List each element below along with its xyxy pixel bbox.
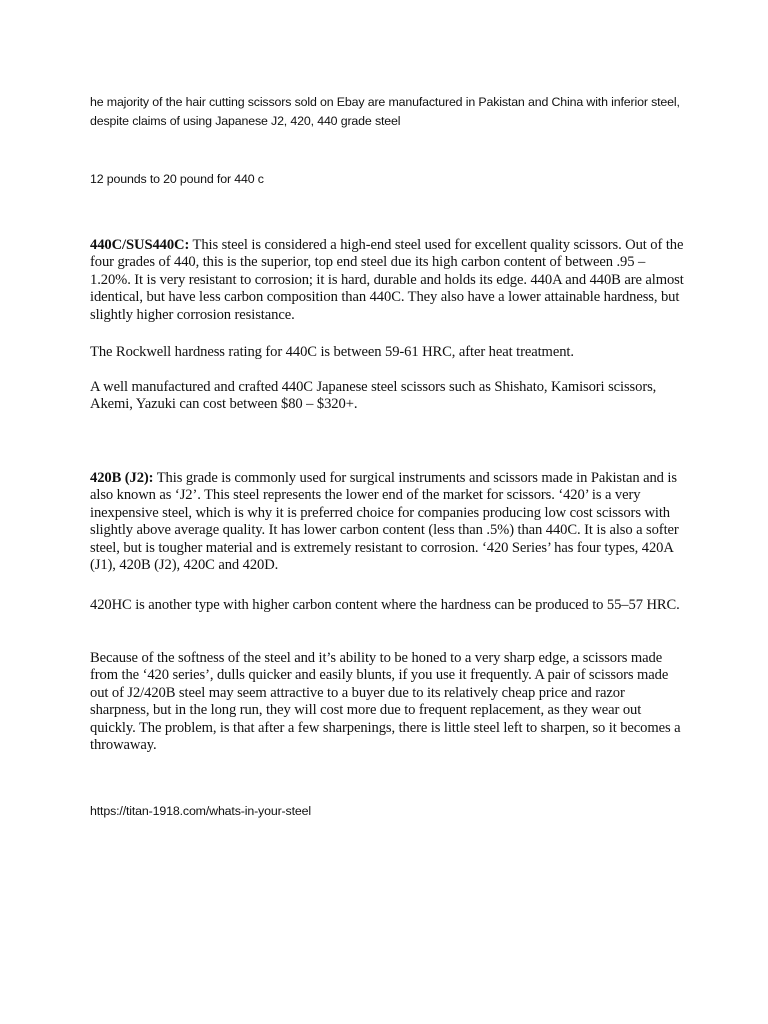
intro-paragraph: he majority of the hair cutting scissors sold on Ebay are manufactured in Pakistan and China with inferior steel, despite claims of using Japanese J2, 420, 440 grade steel — [90, 95, 680, 128]
section-440c-term: 440C/SUS440C: — [90, 237, 190, 253]
section-420b-term: 420B (J2): — [90, 470, 154, 486]
section-420b-paragraph — [90, 470, 684, 574]
section-420b-text: This grade is commonly used for surgical instruments and scissors made in Pakistan and is also known as ‘J2’. This steel represents the lower end of the market for scissors. ‘420’ is a very inexpensive steel, which is why it is preferred choice for companies producing low cost scissors with slightly above average quality. It has lower carbon content (less than .5%) than 440C. It is also a softer steel, but is tougher material and is extremely resistant to corrosion. ‘420 Series’ has four types, 420A (J1), 420B (J2), 420C and 420D. — [90, 470, 679, 574]
rockwell-paragraph: The Rockwell hardness rating for 440C is between 59-61 HRC, after heat treatment. — [90, 344, 574, 360]
weight-note: 12 pounds to 20 pound for 440 c — [90, 172, 264, 186]
section-440c-paragraph — [90, 237, 684, 324]
price-paragraph: A well manufactured and crafted 440C Japanese steel scissors such as Shishato, Kamisori scissors, Akemi, Yazuki can cost between $80 – $320+. — [90, 379, 657, 413]
softness-paragraph: Because of the softness of the steel and it’s ability to be honed to a very sharp edge, a scissors made from the ‘420 series’, dulls quicker and easily blunts, if you use it frequently. A pair of scissors made out of J2/420B steel may seem attractive to a buyer due to its relatively cheap price and razor sharpness, but in the long run, they will cost more due to frequent replacement, as they wear out quickly. The problem, is that after a few sharpenings, there is little steel left to sharpen, so it becomes a throwaway. — [90, 650, 681, 754]
section-440c-text: This steel is considered a high-end steel used for excellent quality scissors. Out of the four grades of 440, this is the superior, top end steel due its high carbon content of between .95 – 1.20%. It is very resistant to corrosion; it is hard, durable and holds its edge. 440A and 440B are almost identical, but have less carbon composition than 440C. They also have a lower attainable hardness, but slightly higher corrosion resistance. — [90, 237, 684, 323]
source-url: https://titan-1918.com/whats-in-your-steel — [90, 804, 311, 818]
420hc-paragraph: 420HC is another type with higher carbon content where the hardness can be produced to 55–57 HRC. — [90, 597, 680, 613]
